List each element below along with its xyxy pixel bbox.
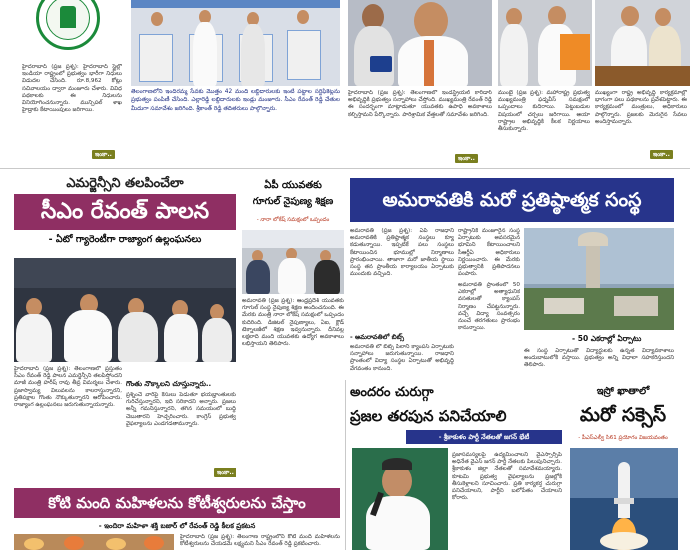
story-3-more-button[interactable]: ఇంకా.. <box>455 154 478 163</box>
story-8-body-2: అమరావతి లో బిట్స్ పిలానీ క్యాంపస్ ఏర్పాటుకు సన్నాహాలు జరుగుతున్నాయి. రాజధాని ప్రాంతంలో విద్యా సంస్థల ఏర్పాటుతో అభివృద్ధి వేగవంతం కానుంది. <box>350 344 454 372</box>
story-2-photo <box>131 0 340 86</box>
story-1 <box>0 0 128 168</box>
story-6-subheading: గొంతు నొక్కాలని చూస్తున్నారు.. <box>126 380 212 388</box>
story-11-headline: కోటి మంది మహిళలను కోటీశ్వరులను చేస్తాం <box>48 494 306 512</box>
story-9-subhead: - శ్రీకాకుళం పార్టీ నేతలతో జగన్ భేటీ <box>438 433 530 441</box>
story-8-body-3: రాష్ట్రానికి మంజూరైన సంస్థ ఏర్పాటుకు అవసరమైన భూమిని కేటాయించాలని సీఆర్డీఏ అధికారులు నిర్ణయించారు. ఈ మేరకు ప్రభుత్వానికి ప్రతిపాదనలు పంపారు. <box>458 228 520 278</box>
column-divider-right <box>345 380 346 550</box>
story-10-headline: మరో సక్సెస్ <box>579 404 667 426</box>
story-6-body-1: హైదరాబాద్ (ప్రజ ప్రశ్న): తెలంగాణలో ప్రస్తుతం సీఎం రేవంత్ రెడ్డి పాలన ఎమర్జెన్సీని తలపిస్తోందని మాజీ మంత్రి హరీష్ రావు తీవ్ర విమర్శలు చేశారు. ప్రజాస్వామ్య విలువలను కాలరాస్తున్నారని, ప్రతిపక్షాల గొంతు నొక్కుతున్నారని ఆరోపించారు. రాజ్యాంగ ఉల్లంఘనలు జరుగుతున్నాయన్నారు. <box>14 366 122 409</box>
story-6-body-2: ప్రశ్నించే వారిపై కేసులు పెడుతూ భయభ్రాంతులకు గురిచేస్తున్నారని, ఇది సరికాదని అన్నారు. ప్రజలు అన్నీ గమనిస్తున్నారని, తగిన సమయంలో బుద్ధి చెబుతారని హెచ్చరించారు. కాంగ్రెస్ ప్రభుత్వ వైఫల్యాలను ఎండగడతామన్నారు. <box>126 392 236 427</box>
story-9-photo <box>352 448 448 550</box>
story-7-photo <box>242 230 344 294</box>
story-9-headline: ప్రజల తరపున పనిచేయాలి <box>350 407 507 425</box>
story-8-headline: అమరావతికి మరో ప్రతిష్ఠాత్మక సంస్థ <box>382 189 642 211</box>
story-5-more-button[interactable]: ఇంకా.. <box>650 150 673 159</box>
story-8-headline-band <box>350 178 674 222</box>
story-6 <box>14 172 236 478</box>
story-8-photo <box>524 228 674 330</box>
story-2 <box>128 0 345 168</box>
story-5 <box>592 0 690 168</box>
story-6-photo <box>14 258 236 362</box>
story-10-kicker: ఇస్రో ఖాతాలో <box>596 386 650 397</box>
story-7-body: అమరావతి (ప్రజ ప్రశ్న): ఆంధ్రప్రదేశ్ యువతకు గూగుల్ సంస్థ నైపుణ్య శిక్షణ అందించనుంది. ఈ మేరకు మంత్రి నారా లోకేష్ సమక్షంలో ఒప్పందం కుదిరింది. డిజిటల్ నైపుణ్యాలు, ఏఐ, క్లౌడ్ టెక్నాలజీలో శిక్షణ ఇవ్వనున్నారు. దీనివల్ల లక్షలాది మంది యువతకు ఉద్యోగ అవకాశాలు లభిస్తాయని తెలిపారు. <box>242 298 344 348</box>
story-3 <box>345 0 495 168</box>
story-11 <box>14 484 344 550</box>
story-10 <box>568 382 690 550</box>
story-7 <box>240 178 346 478</box>
row-divider-top <box>0 168 690 169</box>
story-6-headline: సీఎం రేవంత్ పాలన <box>40 199 210 224</box>
story-8-subheading: - అమరావతిలో బిట్స్ <box>350 333 404 341</box>
story-2-body: తెలంగాణలోని ఇందిరమ్మ సేవకు మొత్తం 42 మంది లబ్దిదారులకు ఇంటి పట్టాల సర్టిఫికెట్లను ప్రభుత్వం పంపిణీ చేసింది. ఎల్లారెడ్డి లబ్దిదారులకు ఇండ్లు మంజూరు. సీఎం రేవంత్ రెడ్డి చేతుల మీదుగా సమావేశం జరిగింది. శ్రీకాంత్ రెడ్డి తదితరులు పాల్గొన్నారు. <box>131 89 340 112</box>
story-8 <box>350 178 690 380</box>
story-10-subhead: - పీఎస్ఎల్వీ సి61 ప్రయోగం విజయవంతం <box>578 435 668 441</box>
story-4 <box>495 0 592 168</box>
story-9-body: ప్రజాసమస్యలపై ఉద్యమించాలని వైఎస్సార్సీపీ అధినేత వైఎస్ జగన్ పార్టీ నేతలకు పిలుపునిచ్చారు. శ్రీకాకుళం జిల్లా నేతలతో సమావేశమయ్యారు. కూటమి ప్రభుత్వ వైఫల్యాలను ప్రజల్లోకి తీసుకెళ్లాలని సూచించారు. ప్రతి కార్యకర్త చురుగ్గా పనిచేయాలని, పార్టీని బలోపేతం చేయాలని కోరారు. <box>452 452 562 502</box>
story-8-body-1: అమరావతి (ప్రజ ప్రశ్న): ఏపీ రాజధాని అమరావతికి ప్రతిష్ఠాత్మక సంస్థలు క్యూ కడుతున్నాయి. ఇప్పటికే పలు సంస్థలు కేటాయించిన భూముల్లో నిర్మాణాలు ప్రారంభించాయి. తాజాగా మరో జాతీయ స్థాయి సంస్థ తన ప్రాంతీయ కార్యాలయం ఏర్పాటుకు ముందుకు వచ్చింది. <box>350 228 454 278</box>
story-4-body: ముంబై (ప్రజ ప్రశ్న): మహారాష్ట్ర ప్రభుత్వ ముఖ్యమంత్రి ఫడ్నవీస్ సమక్షంలో ఒప్పందాలు కుదిరాయి. పెట్టుబడుల విషయంలో చర్చలు జరిగాయి. ఆయా రాష్ట్రాల అభివృద్ధికి కీలక నిర్ణయాలు తీసుకున్నారు. <box>498 90 590 133</box>
story-6-more-button[interactable]: ఇంకా.. <box>214 468 236 477</box>
story-11-subhead: - ఇందిరా మహిళా శక్తి బజార్ లో రేవంత్ రెడ్డి కీలక ప్రకటన <box>98 522 256 530</box>
story-3-body: హైదరాబాద్ (ప్రజ ప్రశ్న): తెలంగాణలో ఇండస్ట్రియల్ కారిడార్ అభివృద్ధికి ప్రభుత్వం సన్నాహాలు చేస్తోంది. ముఖ్యమంత్రి రేవంత్ రెడ్డి ఈ సందర్భంగా మాట్లాడుతూ యువతకు ఉపాధి అవకాశాలు కల్పిస్తామని పేర్కొన్నారు. పారిశ్రామిక వేత్తలతో సమావేశం జరిగింది. <box>348 90 492 118</box>
story-9-subhead-band <box>406 430 562 444</box>
story-6-subhead: - ఏటో గ్యారెంటీగా రాజ్యాంగ ఉల్లంఘనలు <box>48 234 202 245</box>
story-5-photo <box>595 0 690 86</box>
story-7-kicker: ఏపీ యువతకు <box>264 180 322 191</box>
telangana-emblem <box>22 0 110 62</box>
story-11-body: హైదరాబాద్ (ప్రజ ప్రశ్న): తెలంగాణ రాష్ట్రంలోని కోటి మంది మహిళలను కోటీశ్వరులను చేయడమే లక్ష్యమని సీఎం రేవంత్ రెడ్డి ప్రకటించారు. <box>180 534 340 548</box>
story-1-more-button[interactable]: ఇంకా.. <box>92 150 115 159</box>
story-8-body-4: అమరావతి ప్రాంతంలో 50 ఎకరాల్లో అత్యాధునిక వసతులతో క్యాంపస్ నిర్మాణం చేపట్టనున్నారు. వచ్చే విద్యా సంవత్సరం నుంచే తరగతులు ప్రారంభం కానున్నాయి. <box>458 282 520 332</box>
story-3-photo <box>348 0 492 86</box>
story-11-photo <box>14 534 174 550</box>
story-7-subhead: - నారా లోకేష్ సమక్షంలో ఒప్పందం <box>256 217 330 223</box>
story-7-headline: గూగుల్ నైపుణ్య శిక్షణ <box>252 196 334 207</box>
story-4-photo <box>498 0 592 86</box>
story-10-photo <box>570 448 678 550</box>
story-8-caption: - 50 ఎకరాల్లో ఏర్పాటు <box>572 334 642 343</box>
story-8-body-5: ఈ సంస్థ ఏర్పాటుతో విద్యార్థులకు ఉన్నత విద్యావకాశాలు అందుబాటులోకి వస్తాయి. ప్రభుత్వం అన్ని విధాలా సహకరిస్తుందని తెలిపారు. <box>524 348 674 369</box>
story-6-kicker: ఎమర్జెన్సీని తలపించేలా <box>66 176 184 191</box>
story-5-body: ముఖ్యంగా రాష్ట్ర అభివృద్ధి కార్యక్రమాల్లో భాగంగా పలు పథకాలను ప్రవేశపెట్టారు. ఈ కార్యక్రమంలో మంత్రులు, అధికారులు పాల్గొన్నారు. ప్రజలకు మెరుగైన సేవలు అందిస్తామన్నారు. <box>595 90 687 125</box>
story-1-body: హైదరాబాద్ (ప్రజ ప్రశ్న): హైదరాబాద్ స్టైల్లో ఇండియా రాష్ట్రంలో ప్రభుత్వం భారీగా నిధులు విడుదల చేసింది. రూ.8,962 కోట్లు సచివాలయం ద్వారా మంజూరు చేశారు. వివిధ పథకాలకు ఈ నిధులను వినియోగించనున్నారు. మున్సిపల్ శాఖ హైడ్రాకు కేటాయింపులు జరిగాయి. <box>22 64 122 114</box>
story-9-kicker: అందరం చురుగ్గా <box>350 385 434 400</box>
story-9 <box>350 382 562 550</box>
story-6-headline-band <box>14 194 236 230</box>
story-11-headline-band <box>14 488 340 518</box>
